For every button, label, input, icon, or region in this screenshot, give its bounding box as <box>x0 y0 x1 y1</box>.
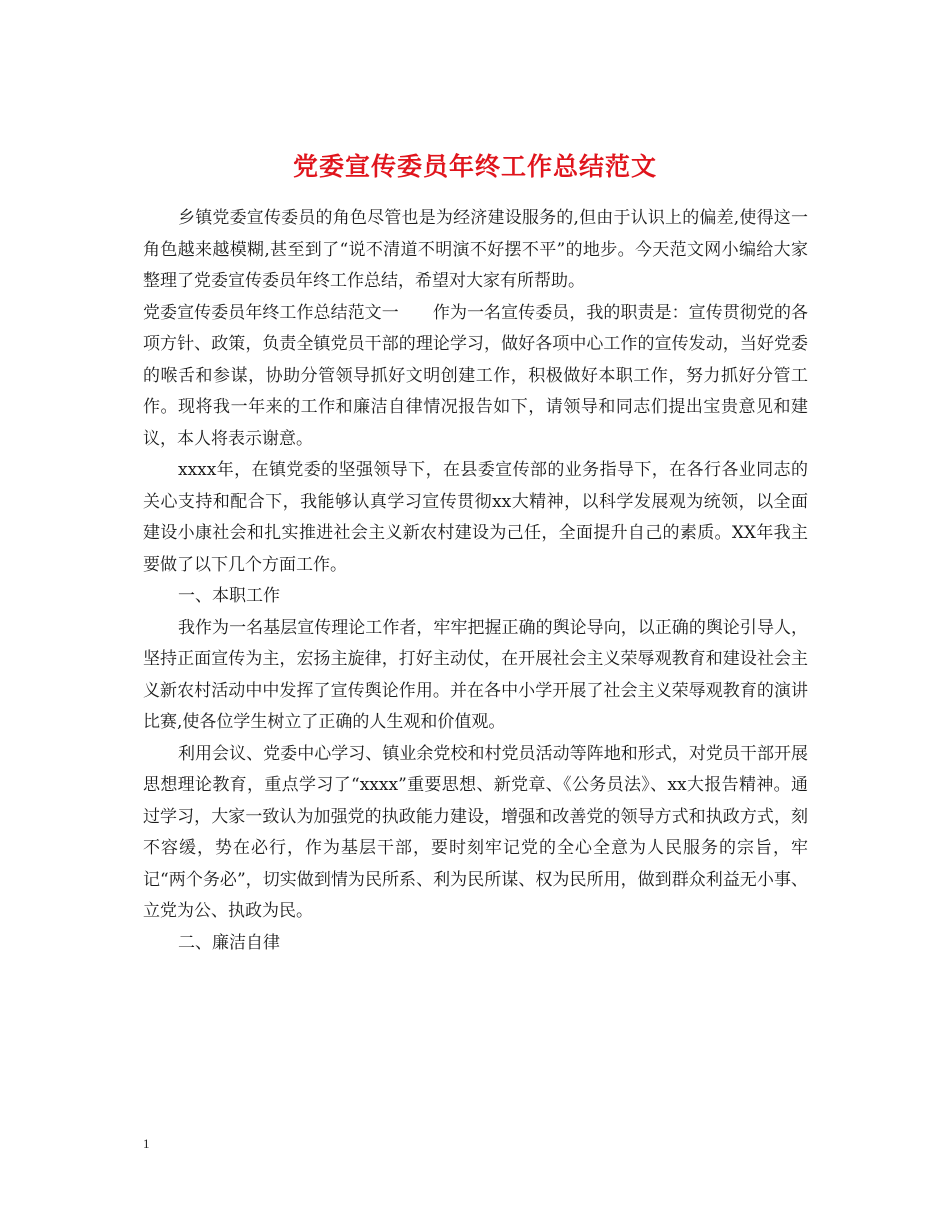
paragraph: 乡镇党委宣传委员的角色尽管也是为经济建设服务的,但由于认识上的偏差,使得这一角色越来越模糊,甚至到了“说不清道不明演不好摆不平”的地步。今天范文网小编给大家整理了党委宣传委员年终工作总结，希望对大家有所帮助。 <box>143 208 808 291</box>
paragraph: 一、本职工作 <box>178 586 280 606</box>
paragraph: 党委宣传委员年终工作总结范文一 作为一名宣传委员，我的职责是：宣传贯彻党的各项方针、政策，负责全镇党员干部的理论学习，做好各项中心工作的宣传发动，当好党委的喉舌和参谋，协助分管领导抓好文明创建工作，积极做好本职工作，努力抓好分管工作。现将我一年来的工作和廉洁自律情况报告如下，请领导和同志们提出宝贵意见和建议，本人将表示谢意。 <box>143 302 808 449</box>
document-title: 党委宣传委员年终工作总结范文 <box>292 151 657 181</box>
page-number: 1 <box>143 1136 150 1151</box>
paragraph: 我作为一名基层宣传理论工作者，牢牢把握正确的舆论导向，以正确的舆论引导人，坚持正面宣传为主，宏扬主旋律，打好主动仗，在开展社会主义荣辱观教育和建设社会主义新农村活动中中发挥了宣传舆论作用。并在各中小学开展了社会主义荣辱观教育的演讲比赛,使各位学生树立了正确的人生观和价值观。 <box>143 617 808 732</box>
paragraph: 二、廉洁自律 <box>178 932 280 953</box>
document-body <box>143 203 808 959</box>
paragraph: 利用会议、党委中心学习、镇业余党校和村党员活动等阵地和形式，对党员干部开展思想理论教育，重点学习了“xxxx”重要思想、新党章、《公务员法》、xx大报告精神。通过学习，大家一致认为加强党的执政能力建设，增强和改善党的领导方式和执政方式，刻不容缓，势在必行，作为基层干部，要时刻牢记党的全心全意为人民服务的宗旨，牢记“两个务必”，切实做到情为民所系、利为民所谋、权为民所用，做到群众利益无小事、立党为公、执政为民。 <box>143 743 808 921</box>
paragraph: xxxx年，在镇党委的坚强领导下，在县委宣传部的业务指导下，在各行各业同志的关心支持和配合下，我能够认真学习宣传贯彻xx大精神，以科学发展观为统领，以全面建设小康社会和扎实推进社会主义新农村建设为己任，全面提升自己的素质。XX年我主要做了以下几个方面工作。 <box>143 460 808 575</box>
